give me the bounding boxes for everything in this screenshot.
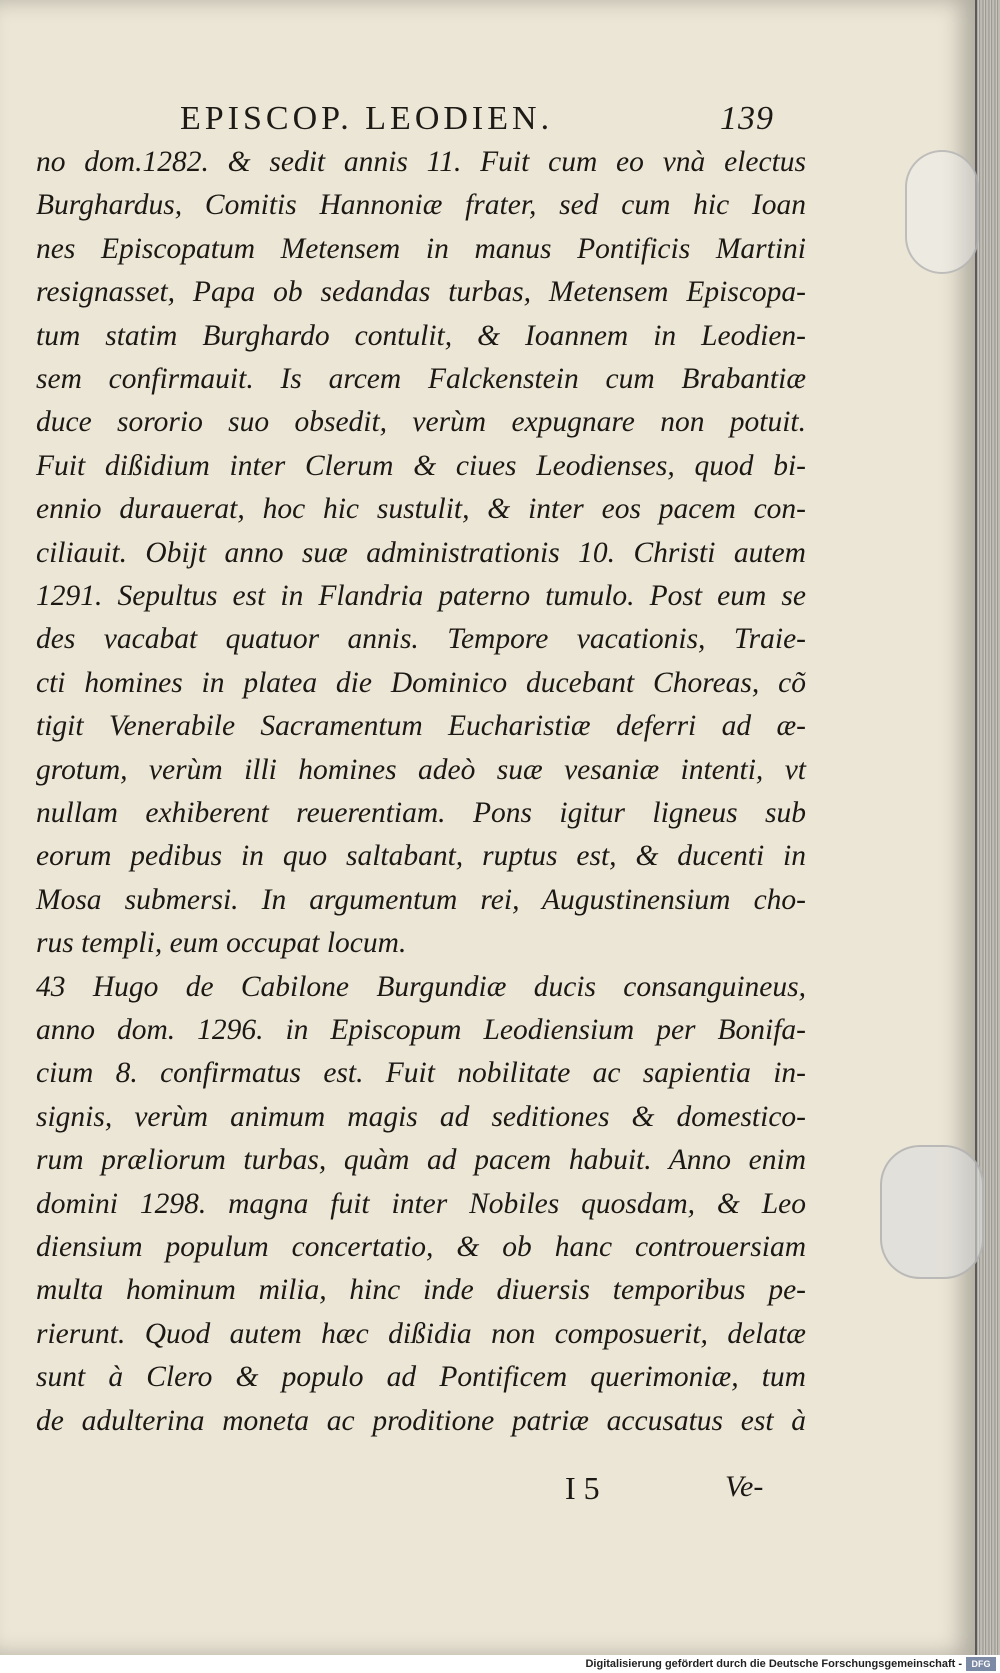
text-line: Mosa submersi. In argumentum rei, Augustinensium cho- bbox=[36, 883, 806, 916]
header-title: EPISCOP. LEODIEN. bbox=[180, 100, 554, 137]
text-line: ennio durauerat, hoc hic sustulit, & inter eos pacem con- bbox=[36, 493, 806, 526]
page-number: 139 bbox=[720, 100, 774, 137]
text-line: rus templi, eum occupat locum. bbox=[36, 927, 407, 960]
text-line: anno dom. 1296. in Episcopum Leodiensium per Bonifa- bbox=[36, 1014, 806, 1046]
footer-credit: Digitalisierung gefördert durch die Deutsche Forschungsgemeinschaft - bbox=[585, 1658, 962, 1670]
running-header bbox=[180, 100, 800, 140]
page-tab-bottom bbox=[880, 1145, 984, 1279]
text-line: 1291. Sepultus est in Flandria paterno tumulo. Post eum se bbox=[36, 580, 806, 612]
text-line: diensium populum concertatio, & ob hanc controuersiam bbox=[36, 1231, 806, 1263]
text-line: tum statim Burghardo contulit, & Ioannem in Leodien- bbox=[36, 319, 806, 352]
text-line: eorum pedibus in quo saltabant, ruptus est, & ducenti in bbox=[36, 840, 806, 873]
text-line: grotum, verùm illi homines adeò suæ vesaniæ intenti, vt bbox=[36, 753, 806, 786]
digitization-footer bbox=[0, 1655, 1000, 1673]
text-line: cium 8. confirmatus est. Fuit nobilitate ac sapientia in- bbox=[36, 1057, 806, 1090]
text-line: nes Episcopatum Metensem in manus Pontificis Martini bbox=[36, 232, 806, 265]
text-line: sunt à Clero & populo ad Pontificem querimoniæ, tum bbox=[36, 1361, 806, 1394]
text-line: Burghardus, Comitis Hannoniæ frater, sed cum hic Ioan bbox=[36, 189, 806, 222]
text-line: tigit Venerabile Sacramentum Eucharistiæ deferri ad æ- bbox=[36, 710, 806, 743]
catchword: Ve- bbox=[725, 1470, 764, 1503]
signature-mark: I 5 bbox=[565, 1470, 600, 1506]
text-line: Fuit dißidium inter Clerum & ciues Leodienses, quod bi- bbox=[36, 449, 806, 482]
text-line: cti homines in platea die Dominico ducebant Choreas, cõ bbox=[36, 666, 806, 699]
text-line: de adulterina moneta ac proditione patriæ accusatus est à bbox=[36, 1404, 806, 1437]
text-line: duce sororio suo obsedit, verùm expugnare non potuit. bbox=[36, 406, 806, 439]
text-line: sem confirmauit. Is arcem Falckenstein cum Brabantiæ bbox=[36, 363, 806, 395]
page-tab-top bbox=[905, 150, 979, 274]
text-line: domini 1298. magna fuit inter Nobiles quosdam, & Leo bbox=[36, 1187, 806, 1220]
text-line: rum præliorum turbas, quàm ad pacem habuit. Anno enim bbox=[36, 1144, 806, 1177]
text-line: ciliauit. Obijt anno suæ administrationis 10. Christi autem bbox=[36, 536, 806, 569]
text-line: multa hominum milia, hinc inde diuersis temporibus pe- bbox=[36, 1274, 806, 1307]
dfg-logo: DFG bbox=[966, 1657, 996, 1671]
text-line: resignasset, Papa ob sedandas turbas, Metensem Episcopa- bbox=[36, 276, 806, 309]
text-line: signis, verùm animum magis ad seditiones & domestico- bbox=[36, 1100, 806, 1133]
text-line: 43 Hugo de Cabilone Burgundiæ ducis consanguineus, bbox=[36, 970, 806, 1003]
text-line: rierunt. Quod autem hæc dißidia non composuerit, delatæ bbox=[36, 1317, 806, 1350]
text-line: des vacabat quatuor annis. Tempore vacationis, Traie- bbox=[36, 623, 806, 656]
text-line: no dom.1282. & sedit annis 11. Fuit cum eo vnà electus bbox=[36, 146, 806, 178]
text-line: nullam exhiberent reuerentiam. Pons igitur ligneus sub bbox=[36, 797, 806, 829]
